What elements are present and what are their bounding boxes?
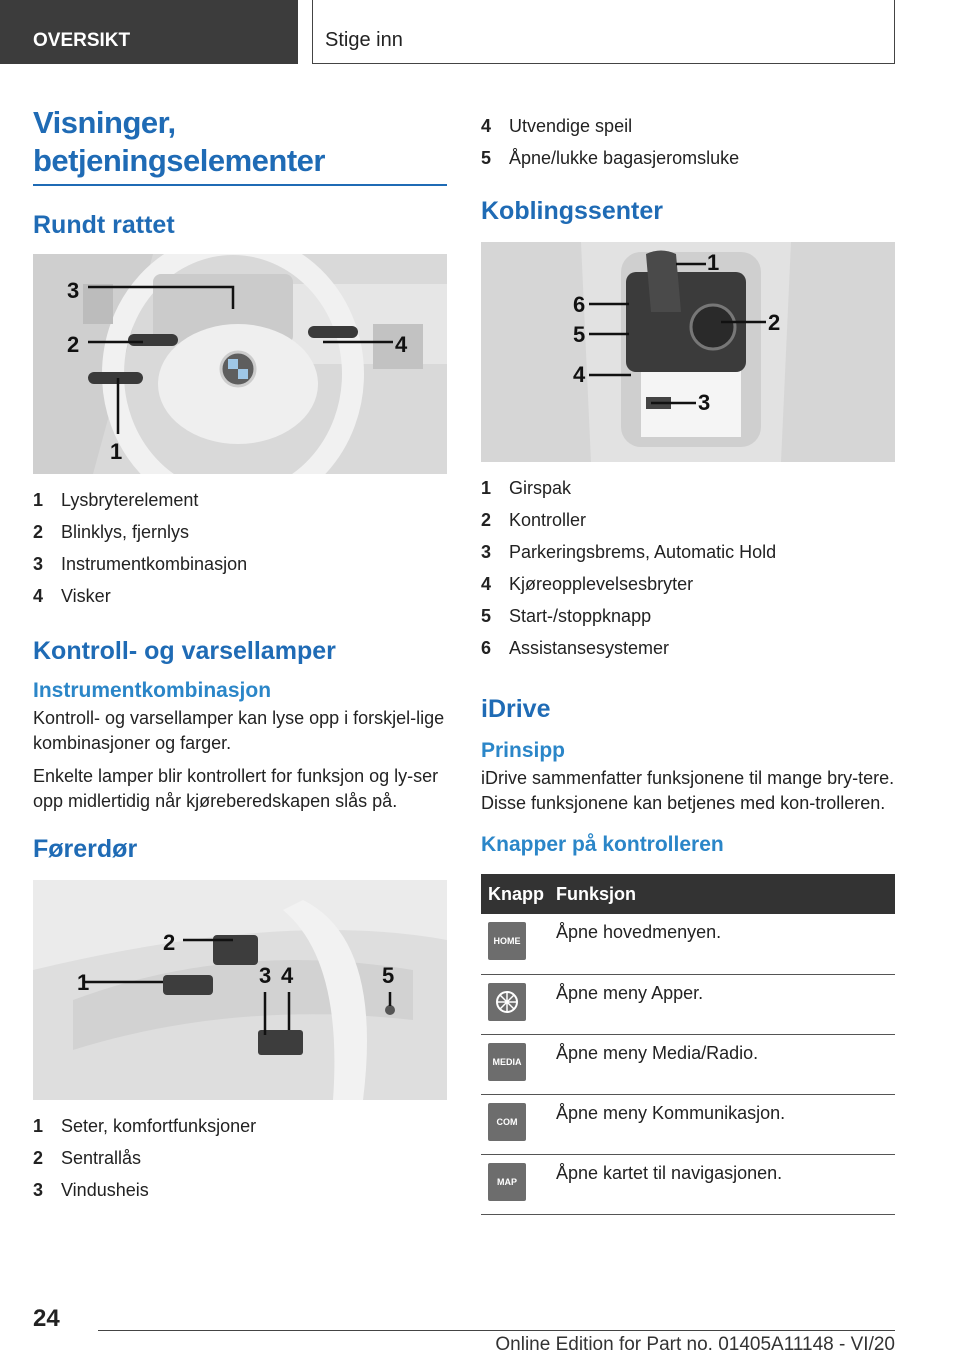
header-chapter-title: Stige inn (312, 0, 895, 64)
com-button-icon: COM (488, 1103, 526, 1141)
right-column (481, 110, 895, 1215)
heading-idrive: iDrive (481, 695, 551, 723)
heading-kontroll: Kontroll- og varsellamper (33, 637, 336, 665)
list-item: 4 Kjøreopplevelsesbryter (481, 574, 694, 594)
list-item: 4 Visker (33, 586, 111, 606)
table-row (481, 914, 895, 974)
table-cell: Åpne hovedmenyen. (556, 914, 895, 974)
table-cell: Åpne kartet til navigasjonen. (556, 1154, 895, 1214)
subheading-instrumentkombinasjon: Instrumentkombinasjon (33, 679, 272, 702)
callout-3: 3 (67, 278, 80, 303)
table-cell: Åpne meny Apper. (556, 974, 895, 1034)
list-item: 5 Åpne/lukke bagasjeromsluke (481, 148, 740, 168)
apps-button-icon (488, 983, 526, 1021)
heading-forerdor: Førerdør (33, 835, 138, 863)
callout-4: 4 (281, 963, 294, 988)
column-header-funksjon: Funksjon (556, 874, 895, 914)
list-item: 2 Blinklys, fjernlys (33, 522, 190, 542)
table-cell: Åpne meny Media/Radio. (556, 1034, 895, 1094)
callout-1: 1 (77, 970, 90, 995)
callout-5: 5 (382, 963, 395, 988)
list-item: 3 Vindusheis (33, 1180, 149, 1200)
door-legend-continued (481, 110, 895, 174)
list-item: 2 Sentrallås (33, 1148, 142, 1168)
table-row (481, 1034, 895, 1094)
callout-5: 5 (573, 322, 586, 347)
controller-buttons-table (481, 874, 895, 1215)
callout-4: 4 (395, 332, 408, 357)
callout-2: 2 (768, 310, 781, 335)
header-section-tab[interactable]: OVERSIKT (0, 0, 298, 64)
table-row (481, 1094, 895, 1154)
steering-legend (33, 484, 447, 612)
list-item: 3 Instrumentkombinasjon (33, 554, 248, 574)
center-console-image (481, 242, 895, 462)
list-item: 5 Start-/stoppknapp (481, 606, 652, 626)
heading-rundt-rattet: Rundt rattet (33, 211, 175, 239)
table-cell: Åpne meny Kommunikasjon. (556, 1094, 895, 1154)
subheading-knapper: Knapper på kontrolleren (481, 833, 724, 856)
footer-edition: Online Edition for Part no. 01405A11148 - VI/20 (495, 1334, 895, 1355)
steering-wheel-image (33, 254, 447, 474)
table-row (481, 974, 895, 1034)
callout-2: 2 (67, 332, 80, 357)
media-button-icon: MEDIA (488, 1043, 526, 1081)
driver-door-image (33, 880, 447, 1100)
list-item: 1 Girspak (481, 478, 572, 498)
table-header-row (481, 874, 895, 914)
table-row (481, 1154, 895, 1214)
callout-6: 6 (573, 292, 586, 317)
list-item: 6 Assistansesystemer (481, 638, 670, 658)
callout-1: 1 (110, 439, 123, 464)
callout-2: 2 (163, 930, 176, 955)
callout-3: 3 (259, 963, 272, 988)
home-button-icon: HOME (488, 922, 526, 960)
map-button-icon: MAP (488, 1163, 526, 1201)
paragraph: iDrive sammenfatter funksjonene til mange bry-tere. Disse funksjonene kan betjenes med kon-trolleren. (481, 768, 895, 813)
left-column (33, 104, 447, 1206)
callout-3: 3 (698, 390, 711, 415)
list-item: 2 Kontroller (481, 510, 587, 530)
subheading-prinsipp: Prinsipp (481, 739, 566, 762)
page-number: 24 (33, 1305, 60, 1332)
title-rule (33, 184, 447, 186)
paragraph: Kontroll- og varsellamper kan lyse opp i forskjel-lige kombinasjoner og farger. (33, 708, 445, 753)
list-item: 4 Utvendige speil (481, 116, 633, 136)
heading-koblingssenter: Koblingssenter (481, 197, 663, 225)
footer-rule (98, 1330, 895, 1331)
page-title: Visninger, betjeningselementer (33, 105, 325, 178)
callout-1: 1 (707, 250, 720, 275)
list-item: 3 Parkeringsbrems, Automatic Hold (481, 542, 777, 562)
list-item: 1 Lysbryterelement (33, 490, 199, 510)
console-legend (481, 472, 895, 664)
list-item: 1 Seter, komfortfunksjoner (33, 1116, 257, 1136)
callout-4: 4 (573, 362, 586, 387)
column-header-knapp: Knapp (481, 874, 556, 914)
door-legend (33, 1110, 447, 1206)
paragraph: Enkelte lamper blir kontrollert for funksjon og ly-ser opp midlertidig når kjøreberedskapen slås på. (33, 766, 439, 811)
